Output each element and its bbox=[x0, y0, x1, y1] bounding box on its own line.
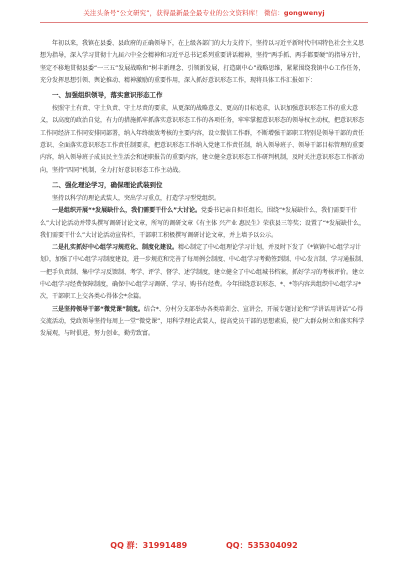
section-heading: 一、加强组织领导，落实意识形态工作 bbox=[52, 91, 163, 100]
paragraph-text: 按照守土有责、守土负责、守土尽责的要求，从更深的战略意义、更高的目标追求，认识加强意识形态工作的重大意义，以高度的政治自觉，有力的措施抓牢抓落实意识形态工作的各项任务，牢牢掌握意识形态的领导权主动权，把意识形态工作同经济工作同安排同部署，纳入年终绩效考核的主要内容，设立微信工作群，不断增强干部职工特别是领导干部的责任意识、全面落实意识形态工作责任制要求，把意识形态工作纳入党建工作责任制，纳入领导班子、领导干部目标管理的重要内容，纳入领导班子成员民主生活会和述职报告的重要内容，建立健全意识形态工作研判机制，及时关注意识形态工作新动向，坚持“四同”机制，全力打好意识形态工作主动战。 bbox=[40, 105, 365, 174]
paragraph-text: 年初以来，我镇在县委、县政府的正确领导下，在上级各部门的大力支持下，坚持以习近平新时代中国特色社会主义思想为指导，深入学习贯彻十九届六中全会精神和习近平总书记系列重要讲话精神，坚持“两手抓、两手都要硬”的指导方针，坚定不移地贯彻县委“一三五”发展战略和“树丰新理念、引领新发展，打造副中心”战略思维，紧紧围绕我镇中心工作任务，充分发挥思想引领、舆论推动、精神激励的重要作用，深入抓好意识形态工作，现将具体工作汇报如下： bbox=[40, 40, 365, 84]
paragraph-lead: 二是扎实抓好中心组学习规范化、制度化建设。 bbox=[52, 244, 179, 252]
body-paragraph bbox=[40, 242, 368, 303]
paragraph-text: 党委书记亲自担任组长，围绕“*发展缺什么，我们需要干什么”大讨论活动并带头撰写调研讨论文章，所写的调研文章《有主体 兴产业 惠民生》荣获县三等奖；设置了“*发展缺什么，我们需要干什么”大讨论活动宣传栏，干部职工积极撰写调研讨论文章，并上墙予以公示。 bbox=[40, 207, 366, 239]
paragraph-text: 坚持以科学的理论武装人，突出学习重点，打造学习型党组织。 bbox=[52, 194, 221, 202]
body-paragraph bbox=[40, 304, 368, 341]
paragraph-lead: 一是组织开展“*发展缺什么，我们需要干什么”大讨论。 bbox=[52, 207, 202, 215]
footer-qq-group: QQ 群：31991489 bbox=[110, 541, 188, 550]
body-paragraph bbox=[40, 38, 368, 87]
banner-wechat: gongwenyj bbox=[283, 9, 325, 17]
section-heading: 二、强化理论学习，确保理论武装到位 bbox=[52, 180, 163, 189]
header-divider bbox=[40, 22, 368, 23]
banner-text: 关注头条号“公文研究”，获得最新最全最专业的公文资料库！ 微信： bbox=[83, 9, 284, 17]
promo-banner bbox=[0, 9, 408, 17]
body-paragraph bbox=[40, 103, 368, 177]
footer-contacts bbox=[0, 540, 408, 551]
document-body bbox=[40, 38, 368, 341]
paragraph-text: 精心制定了中心组理论学习计划，并及时下发了《*镇镇中心组学习计划》，加强了中心组学习制度建设，进一步规范和完善了每周例会制度、中心组学习考勤签到制、中心发言制、学习通报制、一把手负责制、集中学习反馈制、考学、评学、督学、述学制度，建立健全了中心组城书档案，抓好学习的考核评价。建立中心组学习经费保障制度，确保中心组学习调研、学习、购书有经费。今年围绕意识形态、*、*等内容共组织中心组学习*次，干部职工上交各类心得体会*余篇。 bbox=[40, 244, 368, 301]
paragraph-text: 结合*、分村分支部举办各类培训会、宣讲会，开展专题讨论和“学讲话用讲话”心得交流活动，党政领导坚持每周上一堂“微党课”，用科学理论武装人，提高党员干部的思想素质，使广大群众树立和落实科学发展观，与时俱进，努力创业，勤劳致富。 bbox=[40, 305, 365, 338]
body-paragraph bbox=[40, 205, 368, 242]
body-paragraph bbox=[40, 193, 368, 205]
paragraph-lead: 三是坚持领导干部“微党课”制度。 bbox=[52, 305, 144, 313]
footer-qq: QQ：535304092 bbox=[226, 541, 298, 550]
